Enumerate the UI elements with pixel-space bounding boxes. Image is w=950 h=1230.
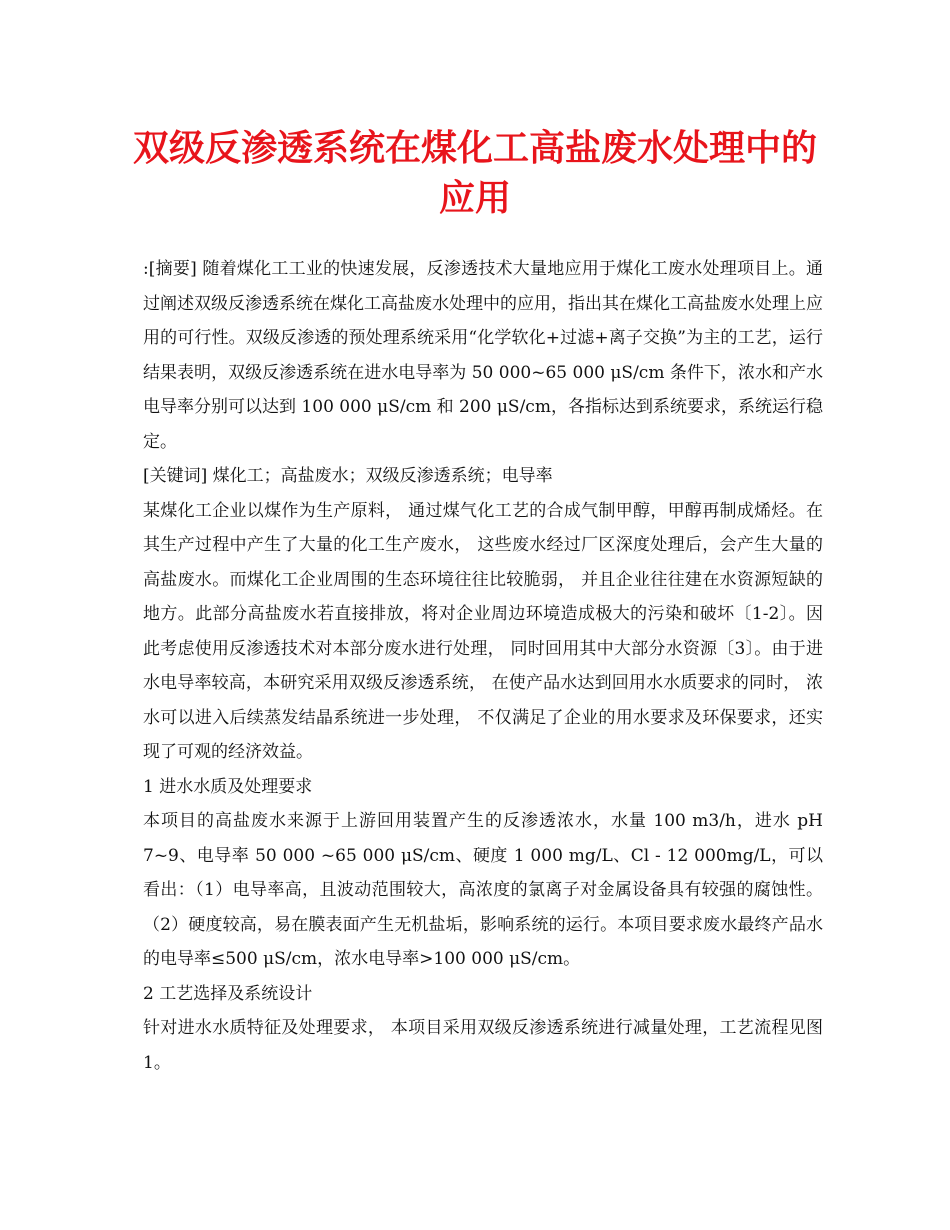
keywords-line: [关键词] 煤化工；高盐废水；双级反渗透系统；电导率 (143, 466, 553, 486)
abstract-paragraph: :[摘要] 随着煤化工工业的快速发展，反渗透技术大量地应用于煤化工废水处理项目上。通过阐述双级反渗透系统在煤化工高盐废水处理中的应用，指出其在煤化工高盐废水处理上应用的可行性。双级反渗透的预处理系统采用“化学软化+过滤+离子交换”为主的工艺，运行结果表明，双级反渗透系统在进水电导率为 50 000~65 000 μS/cm 条件下，浓水和产水电导率分别可以达到 100 000 μS/cm 和 200 μS/cm，各指标达到系统要求，系统运行稳定。 (143, 259, 823, 452)
section-heading-2: 2 工艺选择及系统设计 (143, 983, 313, 1004)
document-body (143, 252, 823, 1080)
document-title: 双级反渗透系统在煤化工高盐废水处理中的应用 (132, 128, 817, 219)
section-1-paragraph: 本项目的高盐废水来源于上游回用装置产生的反渗透浓水，水量 100 m3/h，进水 pH 7~9、电导率 50 000 ~65 000 μS/cm、硬度 1 000 mg/L、Cl - 12 000mg/L，可以看出：（1）电导率高，且波动范围较大，高浓度的氯离子对金属设备具有较强的腐蚀性。（2）硬度较高，易在膜表面产生无机盐垢，影响系统的运行。本项目要求废水最终产品水的电导率≤500 μS/cm，浓水电导率>100 000 μS/cm。 (143, 811, 823, 969)
intro-paragraph: 某煤化工企业以煤作为生产原料， 通过煤气化工艺的合成气制甲醇，甲醇再制成烯烃。在其生产过程中产生了大量的化工生产废水， 这些废水经过厂区深度处理后，会产生大量的高盐废水。而煤化工企业周围的生态环境往往比较脆弱， 并且企业往往建在水资源短缺的地方。此部分高盐废水若直接排放，将对企业周边环境造成极大的污染和破坏〔1-2〕。因此考虑使用反渗透技术对本部分废水进行处理， 同时回用其中大部分水资源〔3〕。由于进水电导率较高，本研究采用双级反渗透系统， 在使产品水达到回用水水质要求的同时， 浓水可以进入后续蒸发结晶系统进一步处理， 不仅满足了企业的用水要求及环保要求，还实现了可观的经济效益。 (143, 500, 823, 762)
section-heading-1: 1 进水水质及处理要求 (143, 776, 313, 797)
section-2-paragraph: 针对进水水质特征及处理要求， 本项目采用双级反渗透系统进行减量处理，工艺流程见图1。 (143, 1018, 823, 1073)
